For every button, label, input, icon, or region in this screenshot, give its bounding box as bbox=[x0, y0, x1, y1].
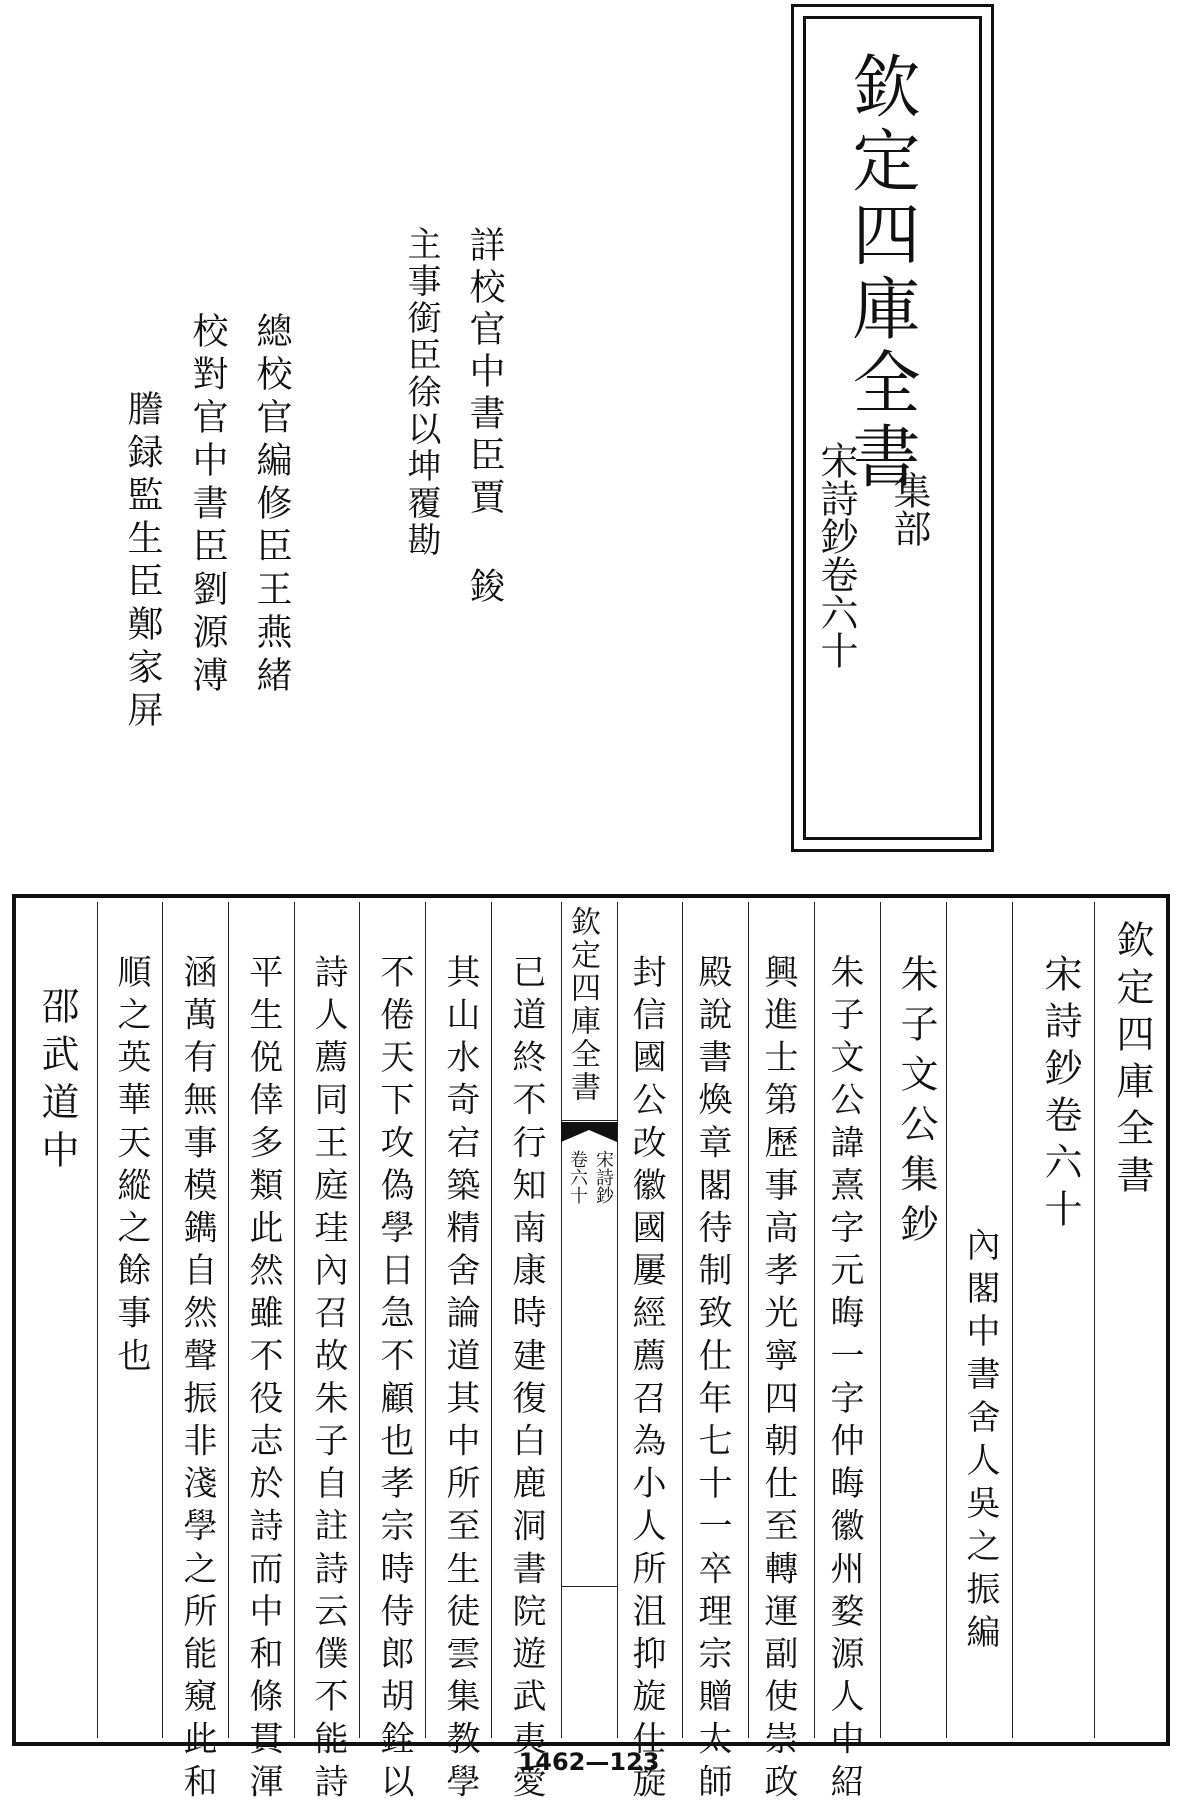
column-rule bbox=[617, 902, 618, 1738]
page-number: 1462—123 bbox=[518, 1748, 660, 1776]
main-collection-title: 朱子文公集鈔 bbox=[894, 954, 938, 1254]
main-text-column: 朱子文公諱熹字元晦一字仲晦徽州婺源人中紹 bbox=[824, 954, 864, 1806]
main-text-column: 不倦天下攻偽學日急不顧也孝宗時侍郎胡銓以 bbox=[374, 954, 414, 1806]
main-text-column: 殿說書煥章閣待制致仕年七十一卒理宗贈太師 bbox=[692, 954, 732, 1806]
credit-chief-editor: 總校官編修臣王燕緒 bbox=[251, 312, 292, 699]
column-rule bbox=[748, 902, 749, 1738]
fold-book: 宋詩鈔 bbox=[593, 1150, 614, 1204]
main-text-column: 已道終不行知南康時建復白鹿洞書院遊武夷愛 bbox=[506, 954, 546, 1806]
column-rule bbox=[228, 902, 229, 1738]
poem-title: 邵武道中 bbox=[35, 986, 79, 1178]
column-rule bbox=[294, 902, 295, 1738]
main-book-volume: 宋詩鈔卷六十 bbox=[1038, 954, 1082, 1236]
main-editor: 內閣中書舍人吳之振編 bbox=[960, 1227, 1000, 1657]
column-rule bbox=[946, 902, 947, 1738]
credit-collator: 校對官中書臣劉源溥 bbox=[187, 312, 228, 699]
title-cartouche bbox=[791, 4, 994, 852]
main-text-column: 平生侻倖多類此然雖不役志於詩而中和條貫渾 bbox=[243, 954, 283, 1806]
column-rule bbox=[814, 902, 815, 1738]
column-rule bbox=[561, 902, 562, 1738]
fold-lower-divider bbox=[561, 1586, 617, 1587]
column-rule bbox=[162, 902, 163, 1738]
column-rule bbox=[425, 902, 426, 1738]
credit-copyist: 謄録監生臣鄭家屏 bbox=[122, 390, 163, 734]
credit-detail-reviewer-2: 主事銜臣徐以坤覆勘 bbox=[401, 226, 441, 559]
fold-divider bbox=[561, 1120, 617, 1121]
fold-volume: 卷六十 bbox=[567, 1150, 588, 1204]
main-text-column: 詩人薦同王庭珪內召故朱子自註詩云僕不能詩 bbox=[308, 954, 348, 1806]
column-rule bbox=[880, 902, 881, 1738]
main-text-column: 順之英華天縱之餘事也 bbox=[111, 954, 151, 1380]
main-text-column: 興進士第歷事高孝光寧四朝仕至轉運副使崇政 bbox=[758, 954, 798, 1806]
main-header-title: 欽定四庫全書 bbox=[1110, 920, 1154, 1202]
column-rule bbox=[359, 902, 360, 1738]
fish-tail-mark bbox=[561, 1122, 617, 1144]
column-rule bbox=[491, 902, 492, 1738]
column-rule bbox=[97, 902, 98, 1738]
credit-detail-reviewer: 詳校官中書臣賈 鋑 bbox=[464, 226, 505, 609]
fold-title: 欽定四庫全書 bbox=[565, 906, 600, 1104]
column-rule bbox=[1094, 902, 1095, 1738]
main-text-column: 封信國公改徽國屢經薦召為小人所沮抑旋仕旋 bbox=[626, 954, 666, 1806]
cartouche-volume: 宋詩鈔卷六十 bbox=[814, 441, 858, 669]
main-text-column: 其山水奇宕築精舍論道其中所至生徒雲集教學 bbox=[440, 954, 480, 1806]
cartouche-inner-border bbox=[803, 16, 982, 840]
column-rule bbox=[682, 902, 683, 1738]
cartouche-category: 集部 bbox=[887, 471, 931, 547]
cartouche-main-title: 欽定四庫全書 bbox=[841, 51, 920, 495]
column-rule bbox=[1012, 902, 1013, 1738]
main-text-column: 涵萬有無事模鐫自然聲振非淺學之所能窺此和 bbox=[177, 954, 217, 1806]
